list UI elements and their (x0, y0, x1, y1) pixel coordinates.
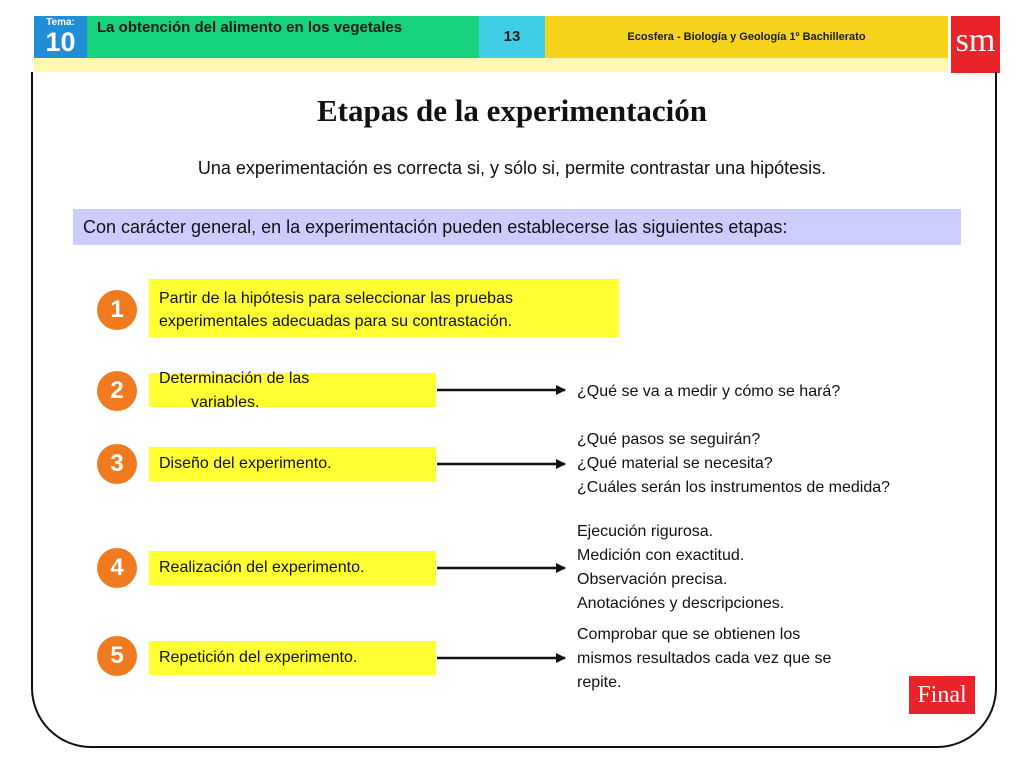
intro-text: Una experimentación es correcta si, y sólo si, permite contrastar una hipótesis. (197, 158, 827, 178)
tema-number: 10 (45, 27, 76, 57)
answer-2 (577, 380, 840, 404)
answer-5-line-3: repite. (577, 674, 622, 691)
unit-title: La obtención del alimento en los vegetales (97, 19, 403, 36)
step-number-3: 3 (97, 444, 137, 484)
answer-5-line-2: mismos resultados cada vez que se (577, 650, 832, 667)
step-number-4: 4 (97, 548, 137, 588)
answer-4-line-2: Medición con exactitud. (577, 547, 745, 564)
answer-4 (577, 520, 784, 616)
answer-5-line-1: Comprobar que se obtienen los (577, 626, 801, 643)
step-1-line-1: Partir de la hipótesis para seleccionar las pruebas (159, 290, 513, 307)
step-number-1: 1 (97, 290, 137, 330)
general-statement: Con carácter general, en la experimentación pueden establecerse las siguientes etapas: (73, 209, 961, 245)
answer-3-line-3: ¿Cuáles serán los instrumentos de medida? (577, 479, 891, 496)
answer-3-line-1: ¿Qué pasos se seguirán? (577, 431, 761, 448)
answer-2-line-1: ¿Qué se va a medir y cómo se hará? (577, 383, 841, 400)
answer-3 (577, 428, 890, 500)
book-title: Ecosfera - Biología y Geología 1º Bachillerato (627, 31, 866, 43)
answer-4-line-3: Observación precisa. (577, 571, 728, 588)
step-3-line-1: Diseño del experimento. (159, 455, 332, 472)
final-button[interactable]: Final (909, 676, 975, 714)
step-1-line-2: experimentales adecuadas para su contrastación. (159, 313, 513, 330)
answer-4-line-1: Ejecución rigurosa. (577, 523, 714, 540)
step-number-2: 2 (97, 371, 137, 411)
page-title: Etapas de la experimentación (316, 93, 708, 128)
page-number: 13 (503, 28, 521, 45)
step-2-line-1: Determinación de las (159, 370, 310, 387)
step-2-line-2: variables. (191, 394, 260, 411)
step-4-line-1: Realización del experimento. (159, 559, 365, 576)
step-5-line-1: Repetición del experimento. (159, 649, 358, 666)
tema-label: Tema: (46, 17, 75, 28)
answer-5 (577, 623, 831, 695)
step-number-5: 5 (97, 636, 137, 676)
answer-3-line-2: ¿Qué material se necesita? (577, 455, 773, 472)
answer-4-line-4: Anotaciónes y descripciones. (577, 595, 785, 612)
logo-text: sm (955, 22, 996, 59)
